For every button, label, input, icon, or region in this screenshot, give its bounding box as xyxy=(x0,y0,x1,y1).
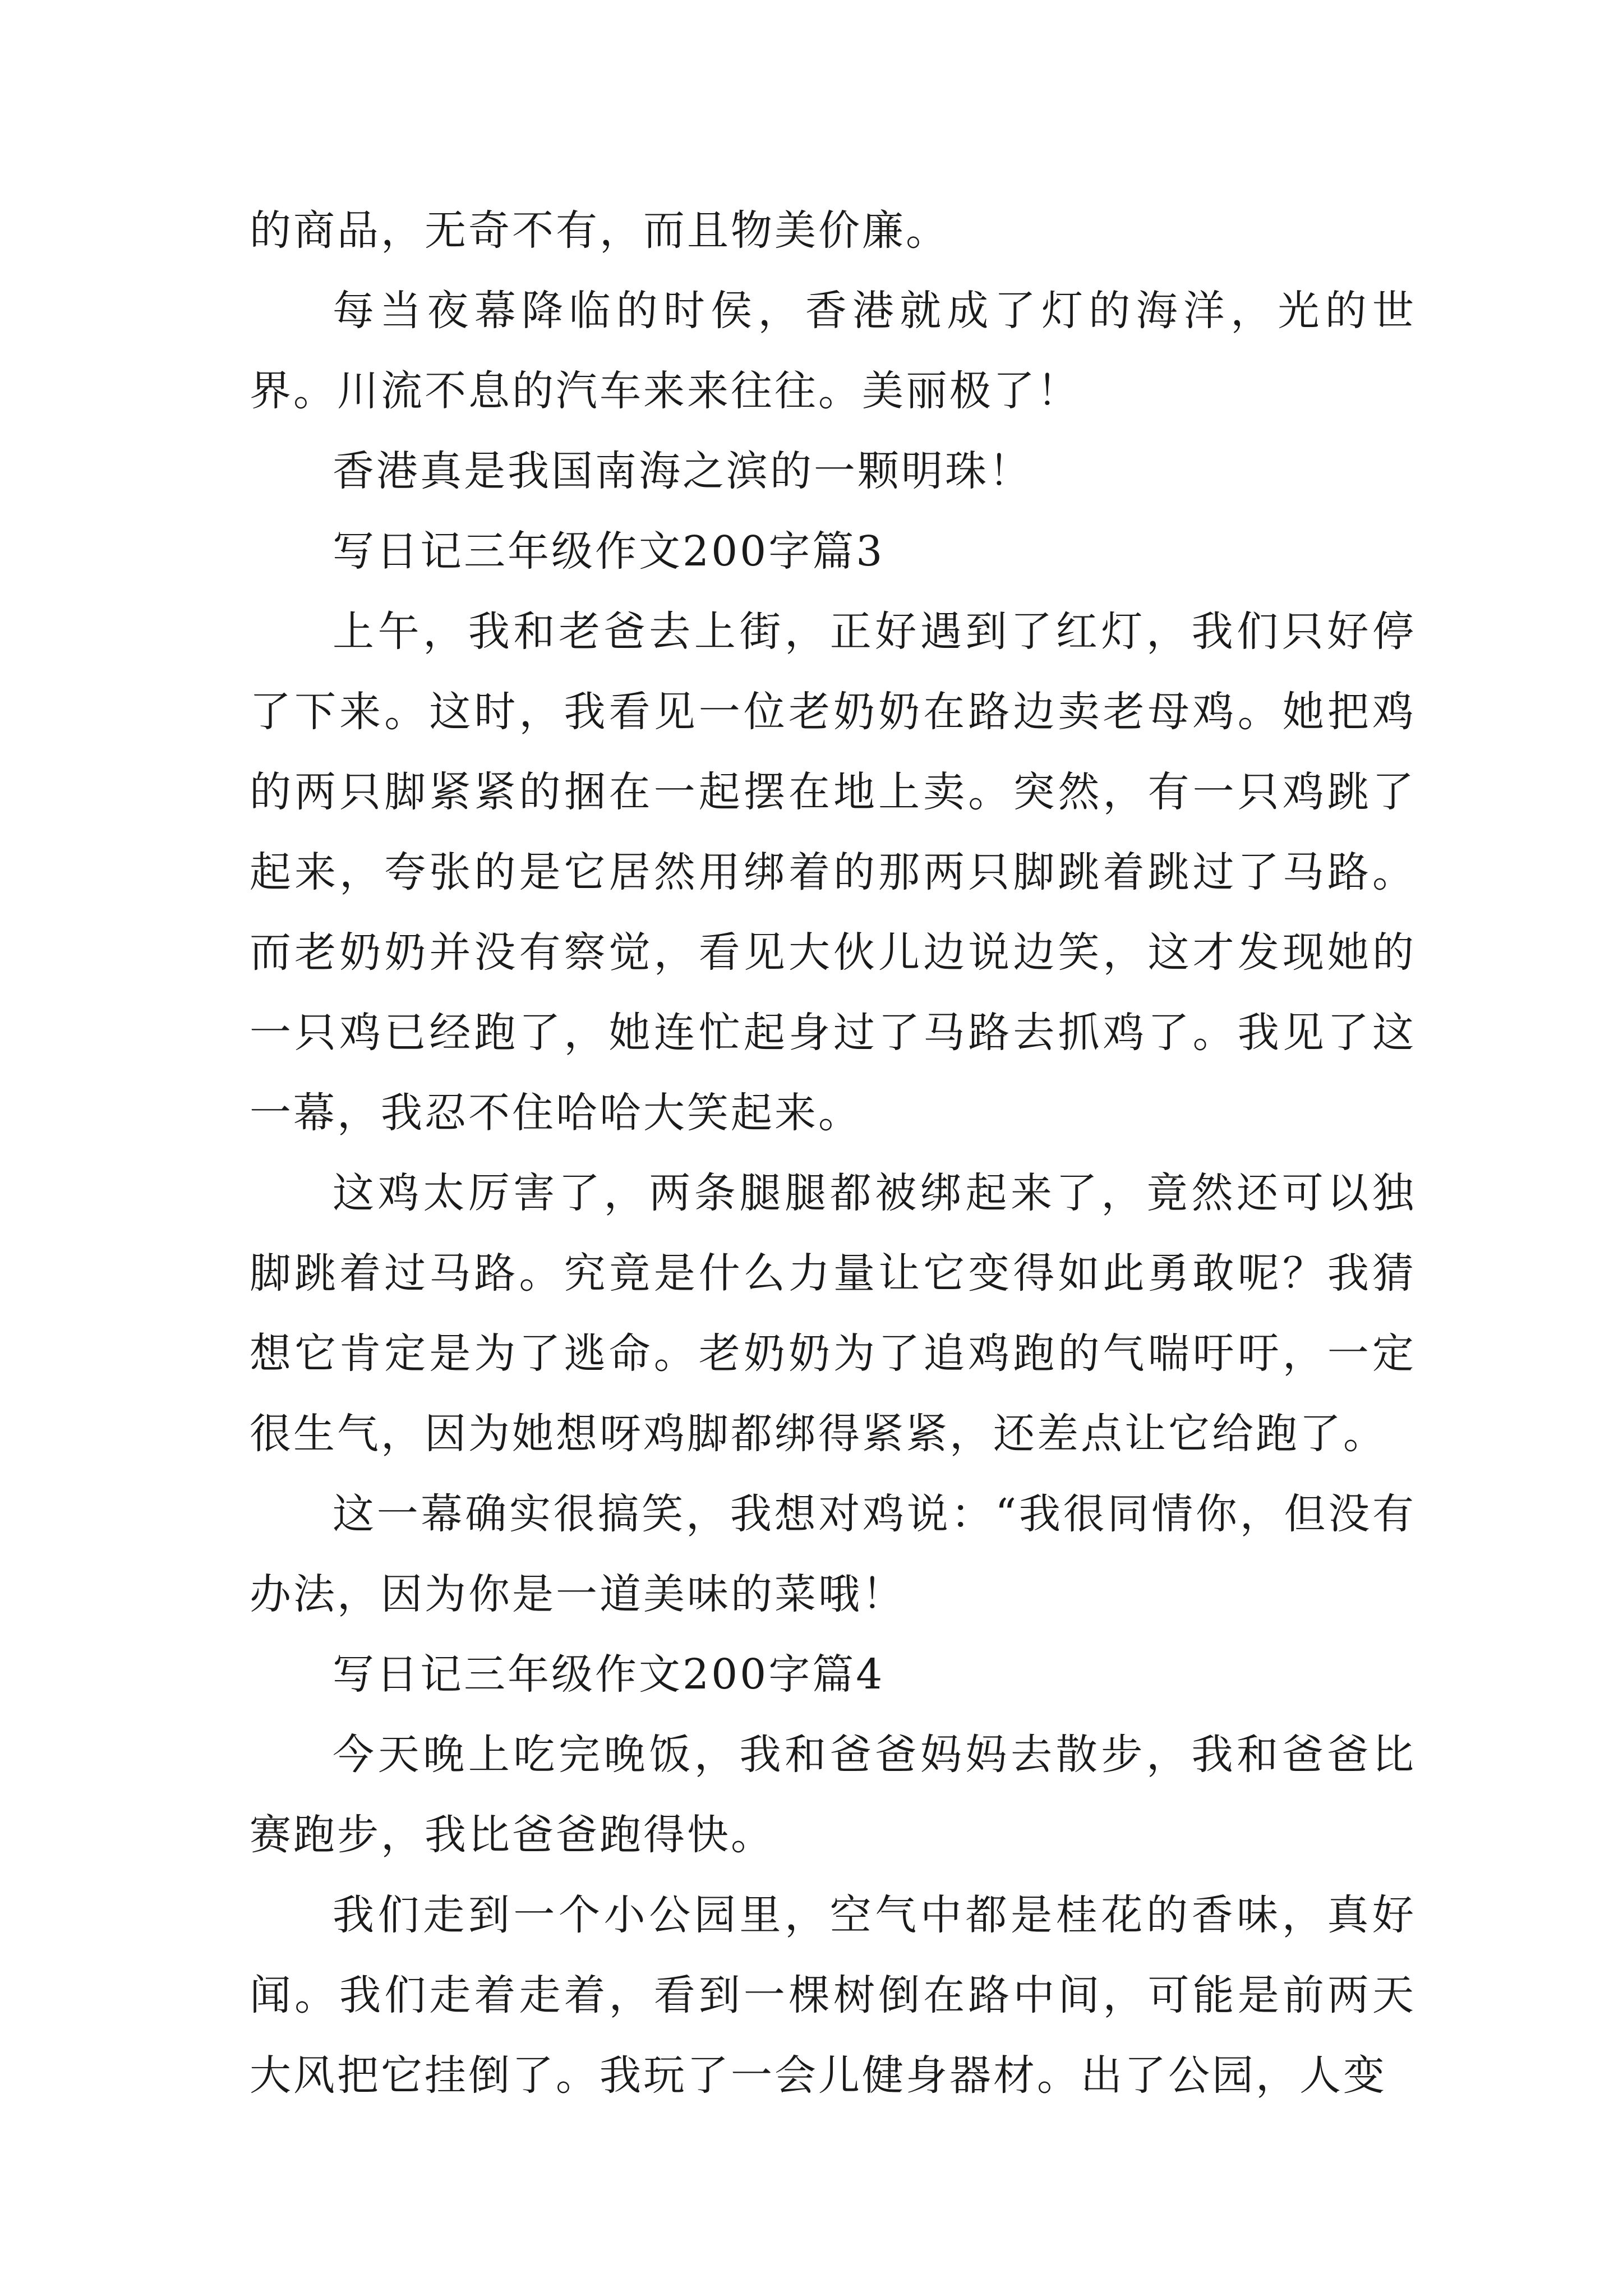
paragraph-pearl: 香港真是我国南海之滨的一颗明珠！ xyxy=(333,447,1032,495)
paragraph-night-hong-kong: 每当夜幕降临的时侯，香港就成了灯的海洋，光的世界。川流不息的汽车来来往往。美丽极了！ xyxy=(250,287,1416,415)
paragraph-evening-walk: 今天晚上吃完晚饭，我和爸爸妈妈去散步，我和爸爸比赛跑步，我比爸爸跑得快。 xyxy=(250,1731,1416,1859)
section-heading-4: 写日记三年级作文200字篇4 xyxy=(333,1650,885,1699)
paragraph-chicken-ending: 这一幕确实很搞笑，我想对鸡说：“我很同情你，但没有办法，因为你是一道美味的菜哦！ xyxy=(250,1490,1416,1618)
paragraph-chicken-story: 上午，我和老爸去上街，正好遇到了红灯，我们只好停了下来。这时，我看见一位老奶奶在路边卖老母鸡。她把鸡的两只脚紧紧的捆在一起摆在地上卖。突然，有一只鸡跳了起来，夸张的是它居然用绑着的那两只脚跳着跳过了马路。而老奶奶并没有察觉，看见大伙儿边说边笑，这才发现她的一只鸡已经跑了，她连忙起身过了马路去抓鸡了。我见了这一幕，我忍不住哈哈大笑起来。 xyxy=(250,608,1416,1137)
section-heading-3: 写日记三年级作文200字篇3 xyxy=(333,527,885,576)
paragraph-chicken-reflection: 这鸡太厉害了，两条腿腿都被绑起来了，竟然还可以独脚跳着过马路。究竟是什么力量让它变得如此勇敢呢？我猜想它肯定是为了逃命。老奶奶为了追鸡跑的气喘吁吁，一定很生气，因为她想呀鸡脚都绑得紧紧，还差点让它给跑了。 xyxy=(250,1169,1416,1458)
paragraph-park: 我们走到一个小公园里，空气中都是桂花的香味，真好闻。我们走着走着，看到一棵树倒在路中间，可能是前两天大风把它挂倒了。我玩了一会儿健身器材。出了公园，人变 xyxy=(250,1891,1416,2100)
document-body xyxy=(250,191,1416,2116)
paragraph-continuation: 的商品，无奇不有，而且物美价廉。 xyxy=(250,206,949,255)
